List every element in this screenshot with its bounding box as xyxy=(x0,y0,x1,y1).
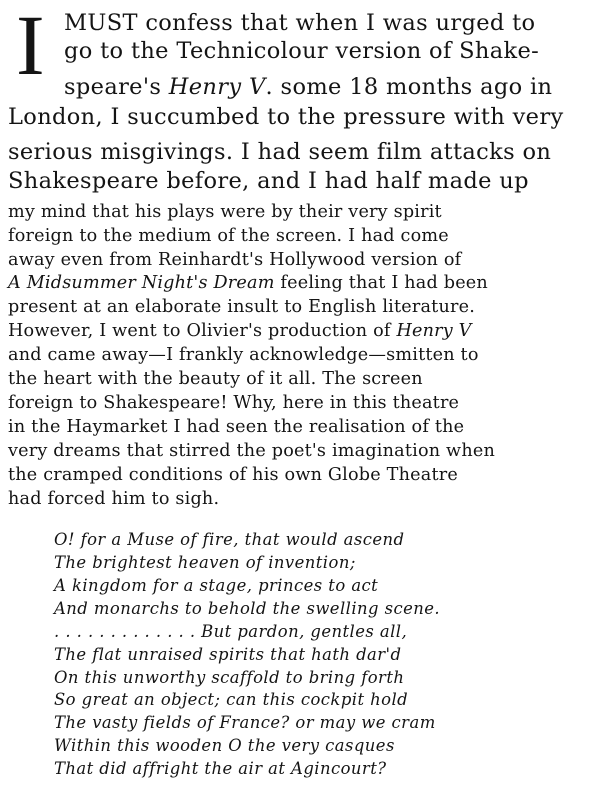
text-line: and came away—I frankly acknowledge—smitten to xyxy=(8,345,479,365)
verse-line: O! for a Muse of fire, that would ascend xyxy=(54,530,405,549)
verse-line: Within this wooden O the very casques xyxy=(54,736,395,755)
text-line: serious misgivings. I had seem film attacks on xyxy=(8,139,552,165)
emphasis-title: A Midsummer Night's Dream xyxy=(8,273,275,293)
verse-line: On this unworthy scaffold to bring forth xyxy=(54,668,405,687)
emphasis-title: Henry V xyxy=(168,74,266,100)
text-line: Shakespeare before, and I had half made up xyxy=(8,168,529,194)
text-line: speare's Henry V. some 18 months ago in xyxy=(64,74,553,100)
verse-line: The brightest heaven of invention; xyxy=(54,553,356,572)
text-line: go to the Technicolour version of Shake- xyxy=(64,38,540,64)
text-line: London, I succumbed to the pressure with very xyxy=(8,104,564,130)
text-line: foreign to the medium of the screen. I had come xyxy=(8,226,449,246)
verse-line: The flat unraised spirits that hath dar'd xyxy=(54,645,402,664)
text-line: A Midsummer Night's Dream feeling that I had been xyxy=(8,273,488,293)
text-line: present at an elaborate insult to English literature. xyxy=(8,297,475,317)
verse-line: The vasty fields of France? or may we cram xyxy=(54,713,436,732)
verse-line: A kingdom for a stage, princes to act xyxy=(54,576,379,595)
text-line: However, I went to Olivier's production of Henry V xyxy=(8,321,472,341)
verse-line: That did affright the air at Agincourt? xyxy=(54,759,387,778)
text-line: away even from Reinhardt's Hollywood version of xyxy=(8,250,462,270)
text-line: the heart with the beauty of it all. The screen xyxy=(8,369,423,389)
text-line: the cramped conditions of his own Globe Theatre xyxy=(8,465,458,485)
emphasis-title: Henry V xyxy=(396,321,472,341)
text-line: foreign to Shakespeare! Why, here in this theatre xyxy=(8,393,460,413)
text-line: my mind that his plays were by their very spirit xyxy=(8,202,442,222)
text-line: in the Haymarket I had seen the realisation of the xyxy=(8,417,465,437)
text-line: had forced him to sigh. xyxy=(8,489,220,509)
verse-line: And monarchs to behold the swelling scene. xyxy=(54,599,441,618)
text-line: very dreams that stirred the poet's imagination when xyxy=(8,441,495,461)
text-line: MUST confess that when I was urged to xyxy=(64,10,536,36)
drop-cap: I xyxy=(16,0,45,93)
verse-line: So great an object; can this cockpit hold xyxy=(54,690,409,709)
verse-line: . . . . . . . . . . . . . But pardon, gentles all, xyxy=(54,622,408,641)
